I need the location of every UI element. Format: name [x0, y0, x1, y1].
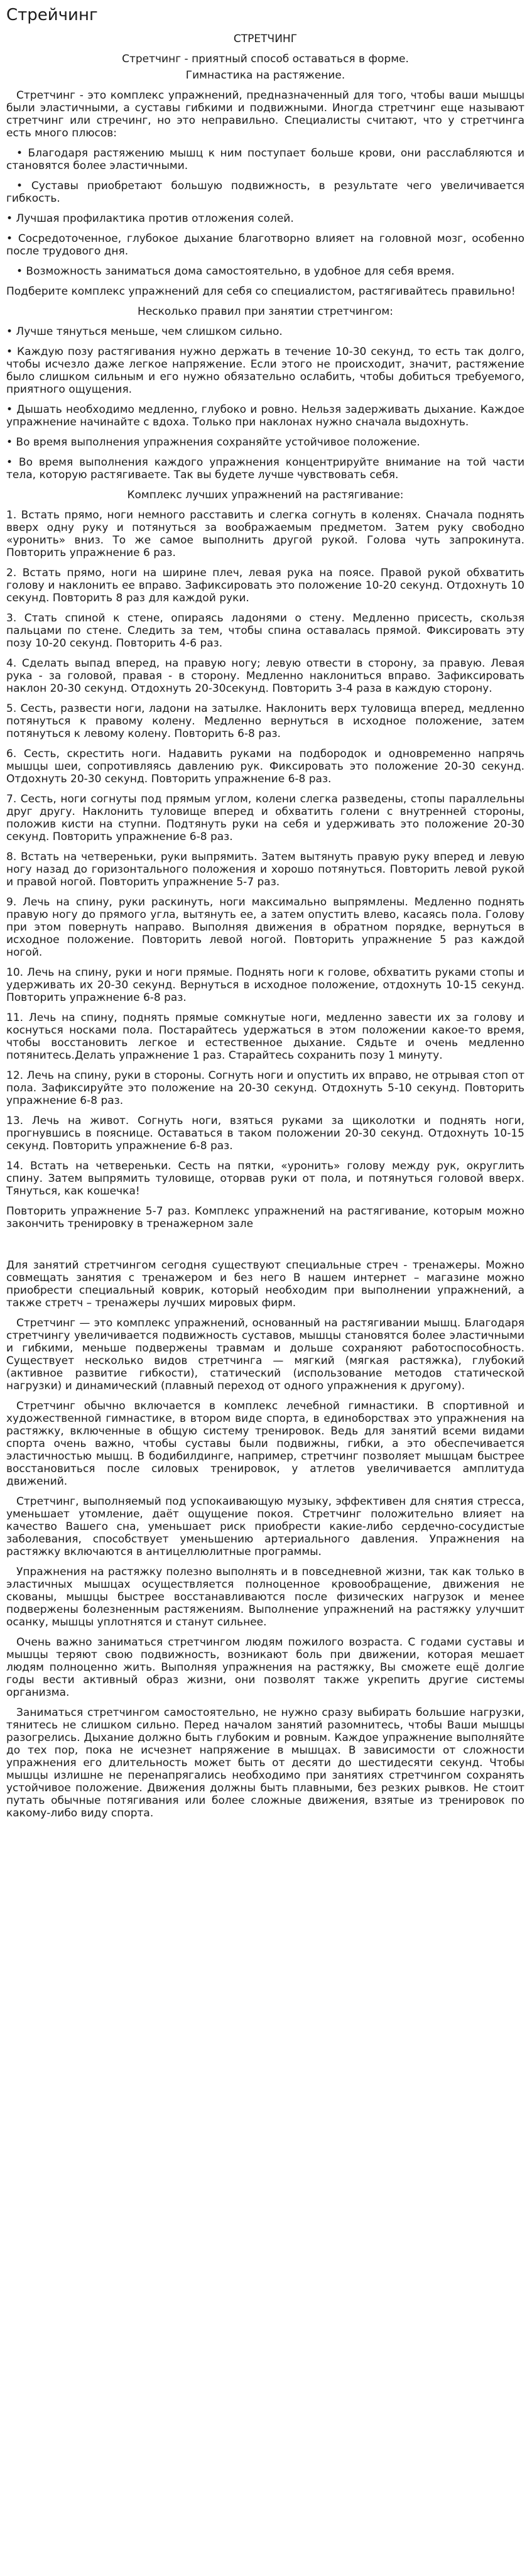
exercises-closing: Повторить упражнение 5-7 раз. Комплекс упражнений на растягивание, которым можно закончить тренировку в тренажерном зале	[6, 1205, 524, 1230]
rule-item: • Дышать необходимо медленно, глубоко и ровно. Нельзя задерживать дыхание. Каждое упражнение начинайте с вдоха. Только при наклонах нужно сначала выдохнуть.	[6, 403, 524, 428]
exercise-item: 2. Встать прямо, ноги на ширине плеч, левая рука на поясе. Правой рукой обхватить голову и наклонить ее вправо. Зафиксировать это положение 10-20 секунд. Отдохнуть 10 секунд. Повторить 8 раз для каждой руки.	[6, 567, 524, 604]
article2-paragraph: Очень важно заниматься стретчингом людям пожилого возраста. С годами суставы и мышцы теряют свою подвижность, возникают боль при движении, которая мешает людям полноценно жить. Выполняя упражнения на растяжку, Вы сможете ещё долгие годы вести активный образ жизни, они позволят также укрепить другие системы организма.	[6, 1636, 524, 1699]
article2-paragraph: Стретчинг — это комплекс упражнений, основанный на растягивании мышц. Благодаря стретчингу увеличивается подвижность суставов, мышцы становятся более эластичными и гибкими, меньше подвержены травмам и дольше сохраняют работоспособность. Существует несколько видов стретчинга — мягкий (мягкая растяжка), глубокий (активное развитие гибкости), статический (использование методов статической нагрузки) и динамический (плавный переход от одного упражнения к другому).	[6, 1317, 524, 1392]
exercise-item: 1. Встать прямо, ноги немного расставить и слегка согнуть в коленях. Сначала поднять вверх одну руку и потянуться за воображаемым предметом. Затем руку свободно «уронить» вниз. То же самое выполнить другой рукой. Голова чуть запрокинута. Повторить упражнение 6 раз.	[6, 509, 524, 559]
rule-item: • Каждую позу растягивания нужно держать в течение 10-30 секунд, то есть так долго, чтобы исчезло даже легкое напряжение. Если этого не происходит, значит, растяжение было слишком сильным и его нужно обязательно ослабить, чтобы добиться требуемого, приятного ощущения.	[6, 346, 524, 396]
section-spacer	[6, 1238, 524, 1259]
exercise-item: 6. Сесть, скрестить ноги. Надавить руками на подбородок и одновременно напрячь мышцы шеи, сопротивляясь давлению рук. Фиксировать это положение 20-30 секунд. Отдохнуть 20-30 секунд. Повторить упражнение 6-8 раз.	[6, 748, 524, 785]
rule-item: • Во время выполнения упражнения сохраняйте устойчивое положение.	[6, 436, 420, 449]
intro-heading: СТРЕТЧИНГ	[233, 33, 298, 45]
intro-closing: Подберите комплекс упражнений для себя со специалистом, растягивайтесь правильно!	[6, 285, 516, 298]
article2-paragraph: Для занятий стретчингом сегодня существуют специальные стреч - тренажеры. Можно совмещать занятия с тренажером и без него В нашем интернет – магазине можно приобрести специальный коврик, который необходим при выполнении упражнений, а также стретч – тренажеры лучших мировых фирм.	[6, 1259, 524, 1309]
exercise-item: 3. Стать спиной к стене, опираясь ладонями о стену. Медленно присесть, скользя пальцами по стене. Следить за тем, чтобы спина оставалась прямой. Фиксировать эту позу 10-20 секунд. Повторить 4-6 раз.	[6, 612, 524, 650]
exercise-item: 14. Встать на четвереньки. Сесть на пятки, «уронить» голову между рук, округлить спину. Затем выпрямить туловище, оторвав руки от пола, и потянуться головой вверх. Тянуться, как кошечка!	[6, 1160, 524, 1198]
exercise-item: 8. Встать на четвереньки, руки выпрямить. Затем вытянуть правую руку вперед и левую ногу назад до горизонтального положения и хорошо потянуться. Повторить левой рукой и правой ногой. Повторить упражнение 5-7 раз.	[6, 851, 524, 888]
intro-subtitle-2: Гимнастика на растяжение.	[185, 69, 345, 82]
article-body	[6, 33, 524, 1820]
article2-paragraph: Стретчинг обычно включается в комплекс лечебной гимнастики. В спортивной и художественной гимнастике, в втором виде спорта, в единоборствах это упражнения на растяжку, включенные в общую систему тренировок. Ведь для занятий всеми видами спорта очень важно, чтобы суставы были подвижны, гибки, а это обеспечивается эластичностью мышц. В бодибилдинге, например, стретчинг позволяет мышцам быстрее восстановиться после силовых тренировок, у атлетов увеличивается амплитуда движений.	[6, 1400, 524, 1488]
article2-paragraph: Упражнения на растяжку полезно выполнять и в повседневной жизни, так как только в эластичных мышцах осуществляется полноценное кровообращение, движения не скованы, мышцы быстрее восстанавливаются после физических нагрузок и менее подвержены болезненным растяжениям. Выполнение упражнений на растяжку улучшит осанку, мышцы уплотнятся и станут сильнее.	[6, 1566, 524, 1629]
benefit-item: • Лучшая профилактика против отложения солей.	[6, 212, 294, 225]
page-title: Стрейчинг	[6, 6, 98, 25]
exercise-item: 7. Сесть, ноги согнуты под прямым углом, колени слегка разведены, стопы параллельны друг другу. Наклонить туловище вперед и обхватить голени с внутренней стороны, положив кисти на ступни. Подтянуть руки на себя и удерживать это положение 20-30 секунд. Повторить упражнение 6-8 раз.	[6, 793, 524, 843]
exercise-item: 4. Сделать выпад вперед, на правую ногу; левую отвести в сторону, за правую. Левая рука - за головой, правая - в сторону. Медленно наклониться вправо. Зафиксировать наклон 20-30 секунд. Отдохнуть 20-30секунд. Повторить 3-4 раза в каждую сторону.	[6, 657, 524, 695]
exercise-item: 12. Лечь на спину, руки в стороны. Согнуть ноги и опустить их вправо, не отрывая стоп от пола. Зафиксируйте это положение на 20-30 секунд. Отдохнуть 5-10 секунд. Повторить упражнение 6-8 раз.	[6, 1069, 524, 1107]
benefit-item: • Сосредоточенное, глубокое дыхание благотворно влияет на головной мозг, особенно после трудового дня.	[6, 232, 524, 258]
exercise-item: 9. Лечь на спину, руки раскинуть, ноги максимально выпрямлены. Медленно поднять правую ногу до прямого угла, вытянуть ее, а затем опустить влево, касаясь пола. Голову при этом повернуть направо. Выполняя движения в обратном порядке, вернуться в исходное положение. Повторить левой ногой. Повторить упражнение 5 раз каждой ногой.	[6, 896, 524, 959]
exercises-heading: Комплекс лучших упражнений на растягивание:	[127, 489, 404, 501]
exercise-item: 5. Сесть, развести ноги, ладони на затылке. Наклонить верх туловища вперед, медленно потянуться к правому колену. Медленно вернуться в исходное положение, затем потянуться к левому колену. Повторить 6-8 раз.	[6, 702, 524, 740]
benefit-item: • Благодаря растяжению мышц к ним поступает больше крови, они расслабляются и становятся более эластичными.	[6, 147, 524, 172]
rule-item: • Во время выполнения каждого упражнения концентрируйте внимание на той части тела, которую растягиваете. Так вы будете лучше чувствовать себя.	[6, 456, 524, 481]
article2-paragraph: Стретчинг, выполняемый под успокаивающую музыку, эффективен для снятия стресса, уменьшает утомление, даёт ощущение покоя. Стретчинг положительно влияет на качество Вашего сна, уменьшает риск приобрести какие-либо сердечно-сосудистые заболевания, способствует уменьшению артериального давления. Упражнения на растяжку включаются в антицеллюлитные программы.	[6, 1495, 524, 1558]
benefit-item: • Суставы приобретают большую подвижность, в результате чего увеличивается гибкость.	[6, 180, 524, 205]
rule-item: • Лучше тянуться меньше, чем слишком сильно.	[6, 325, 283, 338]
exercise-item: 11. Лечь на спину, поднять прямые сомкнутые ноги, медленно завести их за голову и коснуться носками пола. Постарайтесь удержаться в этом положении какое-то время, чтобы восстановить легкое и естественное дыхание. Сядьте и очень медленно потянитесь.Делать упражнение 1 раз. Старайтесь сохранить позу 1 минуту.	[6, 1012, 524, 1062]
benefit-item: • Возможность заниматься дома самостоятельно, в удобное для себя время.	[16, 265, 455, 278]
intro-paragraph: Стретчинг - это комплекс упражнений, предназначенный для того, чтобы ваши мышцы были эластичными, а суставы гибкими и подвижными. Иногда стретчинг еще называют стретчинг или стречинг, но это неправильно. Специалисты считают, что у стретчинга есть много плюсов:	[6, 89, 524, 139]
exercise-item: 13. Лечь на живот. Согнуть ноги, взяться руками за щиколотки и поднять ноги, прогнувшись в пояснице. Оставаться в таком положении 20-30 секунд. Отдохнуть 10-15 секунд. Повторить упражнение 6-8 раз.	[6, 1115, 524, 1152]
intro-subtitle: Стретчинг - приятный способ оставаться в форме.	[122, 53, 409, 65]
rules-heading: Несколько правил при занятии стретчингом:	[138, 305, 393, 318]
article2-paragraph: Заниматься стретчингом самостоятельно, не нужно сразу выбирать большие нагрузки, тянитесь не слишком сильно. Перед началом занятий разомнитесь, чтобы Ваши мышцы разогрелись. Дыхание должно быть глубоким и ровным. Каждое упражнение выполняйте до тех пор, пока не исчезнет напряжение в мышцах. В зависимости от сложности упражнения его длительность может быть от десяти до шестидесяти секунд. Чтобы мышцы излишне не перенапрягались необходимо при занятиях стретчингом сохранять устойчивое положение. Движения должны быть плавными, без резких рывков. Не стоит путать обычные потягивания или более сложные движения, взятые из тренировок по какому-либо виду спорта.	[6, 1706, 524, 1820]
exercise-item: 10. Лечь на спину, руки и ноги прямые. Поднять ноги к голове, обхватить руками стопы и удерживать их 20-30 секунд. Вернуться в исходное положение, отдохнуть 10-15 секунд. Повторить упражнение 6-8 раз.	[6, 966, 524, 1004]
